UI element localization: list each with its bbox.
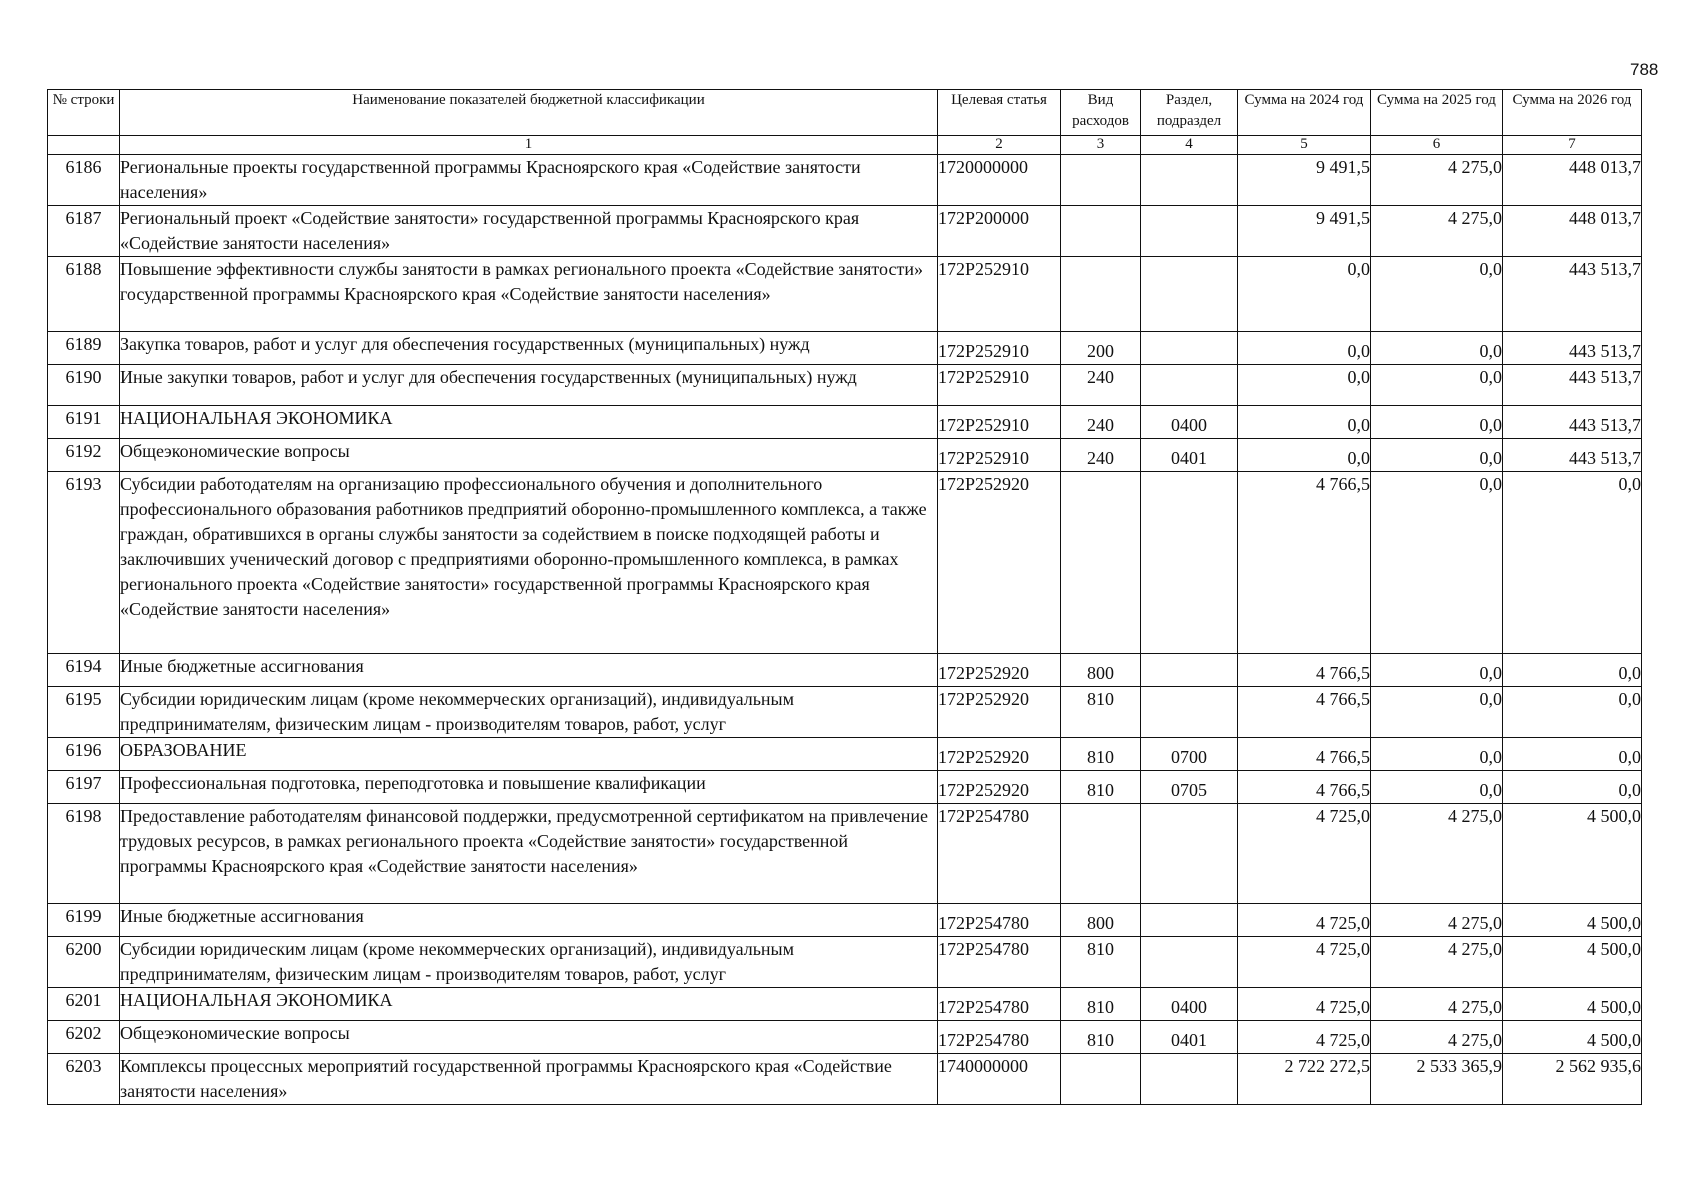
section-cell: 0705 [1141, 771, 1238, 804]
table-row [48, 738, 1642, 771]
sum-2026-cell: 443 513,7 [1503, 406, 1642, 439]
table-row [48, 439, 1642, 472]
row-number-cell: 6195 [48, 687, 120, 738]
indicator-name-cell: Иные бюджетные ассигнования [120, 904, 938, 937]
sum-2025-cell: 0,0 [1371, 687, 1503, 738]
indicator-name-cell: Региональный проект «Содействие занятости» государственной программы Красноярского края «Содействие занятости населения» [120, 206, 938, 257]
indicator-name-cell: Субсидии юридическим лицам (кроме некоммерческих организаций), индивидуальным предпринимателям, физическим лицам - производителям товаров, работ, услуг [120, 937, 938, 988]
table-row [48, 155, 1642, 206]
indicator-name-cell: Субсидии работодателям на организацию профессионального обучения и дополнительного профессионального образования работников предприятий оборонно-промышленного комплекса, а также граждан, обратившихся в органы службы занятости за содействием в поиске подходящей работы и заключивших ученический договор с предприятиями оборонно-промышленного комплекса, в рамках регионального проекта «Содействие занятости» государственной программы Красноярского края «Содействие занятости населения» [120, 472, 938, 654]
row-number-cell: 6196 [48, 738, 120, 771]
table-row [48, 332, 1642, 365]
indicator-name-cell: НАЦИОНАЛЬНАЯ ЭКОНОМИКА [120, 988, 938, 1021]
column-number: 6 [1371, 136, 1503, 155]
sum-2025-cell: 4 275,0 [1371, 988, 1503, 1021]
expense-kind-cell [1061, 472, 1141, 654]
sum-2026-cell: 4 500,0 [1503, 988, 1642, 1021]
table-row [48, 206, 1642, 257]
expense-kind-cell: 810 [1061, 738, 1141, 771]
sum-2024-cell: 4 766,5 [1238, 738, 1371, 771]
expense-kind-cell [1061, 155, 1141, 206]
sum-2025-cell: 0,0 [1371, 472, 1503, 654]
target-article-cell: 1740000000 [938, 1054, 1061, 1105]
indicator-name-cell: Предоставление работодателям финансовой поддержки, предусмотренной сертификатом на привлечение трудовых ресурсов, в рамках регионального проекта «Содействие занятости» государственной программы Красноярского края «Содействие занятости населения» [120, 804, 938, 904]
row-number-cell: 6188 [48, 257, 120, 332]
sum-2026-cell: 448 013,7 [1503, 206, 1642, 257]
row-number-cell: 6189 [48, 332, 120, 365]
column-number: 3 [1061, 136, 1141, 155]
sum-2026-cell: 443 513,7 [1503, 439, 1642, 472]
indicator-name-cell: НАЦИОНАЛЬНАЯ ЭКОНОМИКА [120, 406, 938, 439]
sum-2024-cell: 4 766,5 [1238, 771, 1371, 804]
table-row [48, 771, 1642, 804]
sum-2025-cell: 2 533 365,9 [1371, 1054, 1503, 1105]
table-row [48, 654, 1642, 687]
expense-kind-cell: 800 [1061, 654, 1141, 687]
sum-2025-cell: 0,0 [1371, 257, 1503, 332]
target-article-cell: 172P254780 [938, 988, 1061, 1021]
sum-2025-cell: 0,0 [1371, 332, 1503, 365]
target-article-cell: 172P252910 [938, 257, 1061, 332]
row-number-cell: 6192 [48, 439, 120, 472]
indicator-name-cell: Общеэкономические вопросы [120, 439, 938, 472]
indicator-name-cell: Закупка товаров, работ и услуг для обеспечения государственных (муниципальных) нужд [120, 332, 938, 365]
page-number: 788 [1630, 60, 1659, 79]
table-body [48, 155, 1642, 1105]
target-article-cell: 172P252920 [938, 472, 1061, 654]
sum-2024-cell: 4 725,0 [1238, 904, 1371, 937]
expense-kind-cell [1061, 1054, 1141, 1105]
expense-kind-cell: 810 [1061, 687, 1141, 738]
section-cell [1141, 687, 1238, 738]
indicator-name-cell: Иные закупки товаров, работ и услуг для обеспечения государственных (муниципальных) нужд [120, 365, 938, 406]
sum-2025-cell: 4 275,0 [1371, 937, 1503, 988]
target-article-cell: 172P252920 [938, 771, 1061, 804]
table-row [48, 365, 1642, 406]
row-number-cell: 6200 [48, 937, 120, 988]
column-number: 5 [1238, 136, 1371, 155]
section-cell [1141, 904, 1238, 937]
sum-2025-cell: 4 275,0 [1371, 804, 1503, 904]
expense-kind-cell: 240 [1061, 439, 1141, 472]
section-cell [1141, 654, 1238, 687]
expense-kind-cell: 810 [1061, 771, 1141, 804]
table-row [48, 687, 1642, 738]
column-number: 4 [1141, 136, 1238, 155]
header-section: Раздел, подраздел [1141, 90, 1238, 136]
sum-2024-cell: 4 725,0 [1238, 937, 1371, 988]
section-cell: 0700 [1141, 738, 1238, 771]
sum-2025-cell: 0,0 [1371, 738, 1503, 771]
table-row [48, 406, 1642, 439]
header-row-number: № строки [48, 90, 120, 136]
expense-kind-cell [1061, 257, 1141, 332]
section-cell: 0400 [1141, 406, 1238, 439]
target-article-cell: 172P252910 [938, 332, 1061, 365]
row-number-cell: 6203 [48, 1054, 120, 1105]
sum-2026-cell: 2 562 935,6 [1503, 1054, 1642, 1105]
indicator-name-cell: Субсидии юридическим лицам (кроме некоммерческих организаций), индивидуальным предпринимателям, физическим лицам - производителям товаров, работ, услуг [120, 687, 938, 738]
table-row [48, 472, 1642, 654]
expense-kind-cell: 800 [1061, 904, 1141, 937]
header-sum-2024: Сумма на 2024 год [1238, 90, 1371, 136]
sum-2026-cell: 4 500,0 [1503, 1021, 1642, 1054]
table-row [48, 257, 1642, 332]
target-article-cell: 172P254780 [938, 804, 1061, 904]
section-cell [1141, 1054, 1238, 1105]
sum-2024-cell: 0,0 [1238, 406, 1371, 439]
indicator-name-cell: Общеэкономические вопросы [120, 1021, 938, 1054]
sum-2024-cell: 9 491,5 [1238, 206, 1371, 257]
sum-2026-cell: 0,0 [1503, 771, 1642, 804]
sum-2025-cell: 0,0 [1371, 365, 1503, 406]
table-row [48, 804, 1642, 904]
sum-2026-cell: 0,0 [1503, 472, 1642, 654]
target-article-cell: 172P252920 [938, 738, 1061, 771]
section-cell [1141, 206, 1238, 257]
sum-2024-cell: 2 722 272,5 [1238, 1054, 1371, 1105]
column-number: 2 [938, 136, 1061, 155]
section-cell: 0401 [1141, 1021, 1238, 1054]
target-article-cell: 172P252910 [938, 365, 1061, 406]
row-number-cell: 6186 [48, 155, 120, 206]
row-number-cell: 6197 [48, 771, 120, 804]
expense-kind-cell: 240 [1061, 365, 1141, 406]
section-cell [1141, 155, 1238, 206]
section-cell [1141, 937, 1238, 988]
header-name: Наименование показателей бюджетной классификации [120, 90, 938, 136]
target-article-cell: 172P252910 [938, 439, 1061, 472]
expense-kind-cell: 810 [1061, 1021, 1141, 1054]
sum-2024-cell: 0,0 [1238, 257, 1371, 332]
sum-2024-cell: 4 766,5 [1238, 687, 1371, 738]
section-cell [1141, 365, 1238, 406]
expense-kind-cell: 240 [1061, 406, 1141, 439]
table-row [48, 904, 1642, 937]
sum-2026-cell: 443 513,7 [1503, 332, 1642, 365]
section-cell: 0400 [1141, 988, 1238, 1021]
sum-2025-cell: 0,0 [1371, 406, 1503, 439]
sum-2026-cell: 0,0 [1503, 738, 1642, 771]
header-sum-2025: Сумма на 2025 год [1371, 90, 1503, 136]
row-number-cell: 6193 [48, 472, 120, 654]
target-article-cell: 172P252920 [938, 654, 1061, 687]
header-expense-kind: Вид расходов [1061, 90, 1141, 136]
table-row [48, 937, 1642, 988]
sum-2025-cell: 4 275,0 [1371, 206, 1503, 257]
target-article-cell: 172P254780 [938, 937, 1061, 988]
row-number-cell: 6202 [48, 1021, 120, 1054]
row-number-cell: 6198 [48, 804, 120, 904]
target-article-cell: 172P252910 [938, 406, 1061, 439]
expense-kind-cell [1061, 804, 1141, 904]
indicator-name-cell: Повышение эффективности службы занятости в рамках регионального проекта «Содействие занятости» государственной программы Красноярского края «Содействие занятости населения» [120, 257, 938, 332]
expense-kind-cell: 200 [1061, 332, 1141, 365]
row-number-cell: 6199 [48, 904, 120, 937]
section-cell [1141, 332, 1238, 365]
sum-2024-cell: 4 725,0 [1238, 804, 1371, 904]
sum-2025-cell: 0,0 [1371, 771, 1503, 804]
sum-2026-cell: 443 513,7 [1503, 365, 1642, 406]
sum-2024-cell: 0,0 [1238, 439, 1371, 472]
indicator-name-cell: Профессиональная подготовка, переподготовка и повышение квалификации [120, 771, 938, 804]
sum-2024-cell: 0,0 [1238, 332, 1371, 365]
indicator-name-cell: Иные бюджетные ассигнования [120, 654, 938, 687]
section-cell: 0401 [1141, 439, 1238, 472]
row-number-cell: 6201 [48, 988, 120, 1021]
sum-2024-cell: 9 491,5 [1238, 155, 1371, 206]
row-number-cell: 6187 [48, 206, 120, 257]
sum-2024-cell: 4 725,0 [1238, 1021, 1371, 1054]
target-article-cell: 172P254780 [938, 1021, 1061, 1054]
column-number [48, 136, 120, 155]
table-row [48, 988, 1642, 1021]
budget-table [47, 89, 1642, 1105]
sum-2026-cell: 4 500,0 [1503, 804, 1642, 904]
sum-2024-cell: 4 766,5 [1238, 654, 1371, 687]
target-article-cell: 172P200000 [938, 206, 1061, 257]
sum-2026-cell: 0,0 [1503, 687, 1642, 738]
column-number: 7 [1503, 136, 1642, 155]
expense-kind-cell: 810 [1061, 937, 1141, 988]
sum-2025-cell: 4 275,0 [1371, 155, 1503, 206]
section-cell [1141, 472, 1238, 654]
sum-2026-cell: 448 013,7 [1503, 155, 1642, 206]
sum-2026-cell: 0,0 [1503, 654, 1642, 687]
target-article-cell: 172P254780 [938, 904, 1061, 937]
header-sum-2026: Сумма на 2026 год [1503, 90, 1642, 136]
table-row [48, 1021, 1642, 1054]
row-number-cell: 6194 [48, 654, 120, 687]
expense-kind-cell: 810 [1061, 988, 1141, 1021]
header-target-article: Целевая статья [938, 90, 1061, 136]
expense-kind-cell [1061, 206, 1141, 257]
target-article-cell: 172P252920 [938, 687, 1061, 738]
sum-2025-cell: 4 275,0 [1371, 904, 1503, 937]
indicator-name-cell: ОБРАЗОВАНИЕ [120, 738, 938, 771]
row-number-cell: 6191 [48, 406, 120, 439]
sum-2026-cell: 443 513,7 [1503, 257, 1642, 332]
sum-2025-cell: 0,0 [1371, 654, 1503, 687]
column-number: 1 [120, 136, 938, 155]
section-cell [1141, 804, 1238, 904]
sum-2024-cell: 4 766,5 [1238, 472, 1371, 654]
indicator-name-cell: Комплексы процессных мероприятий государственной программы Красноярского края «Содействие занятости населения» [120, 1054, 938, 1105]
row-number-cell: 6190 [48, 365, 120, 406]
target-article-cell: 1720000000 [938, 155, 1061, 206]
table-row [48, 1054, 1642, 1105]
sum-2026-cell: 4 500,0 [1503, 937, 1642, 988]
sum-2024-cell: 0,0 [1238, 365, 1371, 406]
sum-2025-cell: 0,0 [1371, 439, 1503, 472]
sum-2025-cell: 4 275,0 [1371, 1021, 1503, 1054]
indicator-name-cell: Региональные проекты государственной программы Красноярского края «Содействие занятости населения» [120, 155, 938, 206]
sum-2024-cell: 4 725,0 [1238, 988, 1371, 1021]
sum-2026-cell: 4 500,0 [1503, 904, 1642, 937]
section-cell [1141, 257, 1238, 332]
